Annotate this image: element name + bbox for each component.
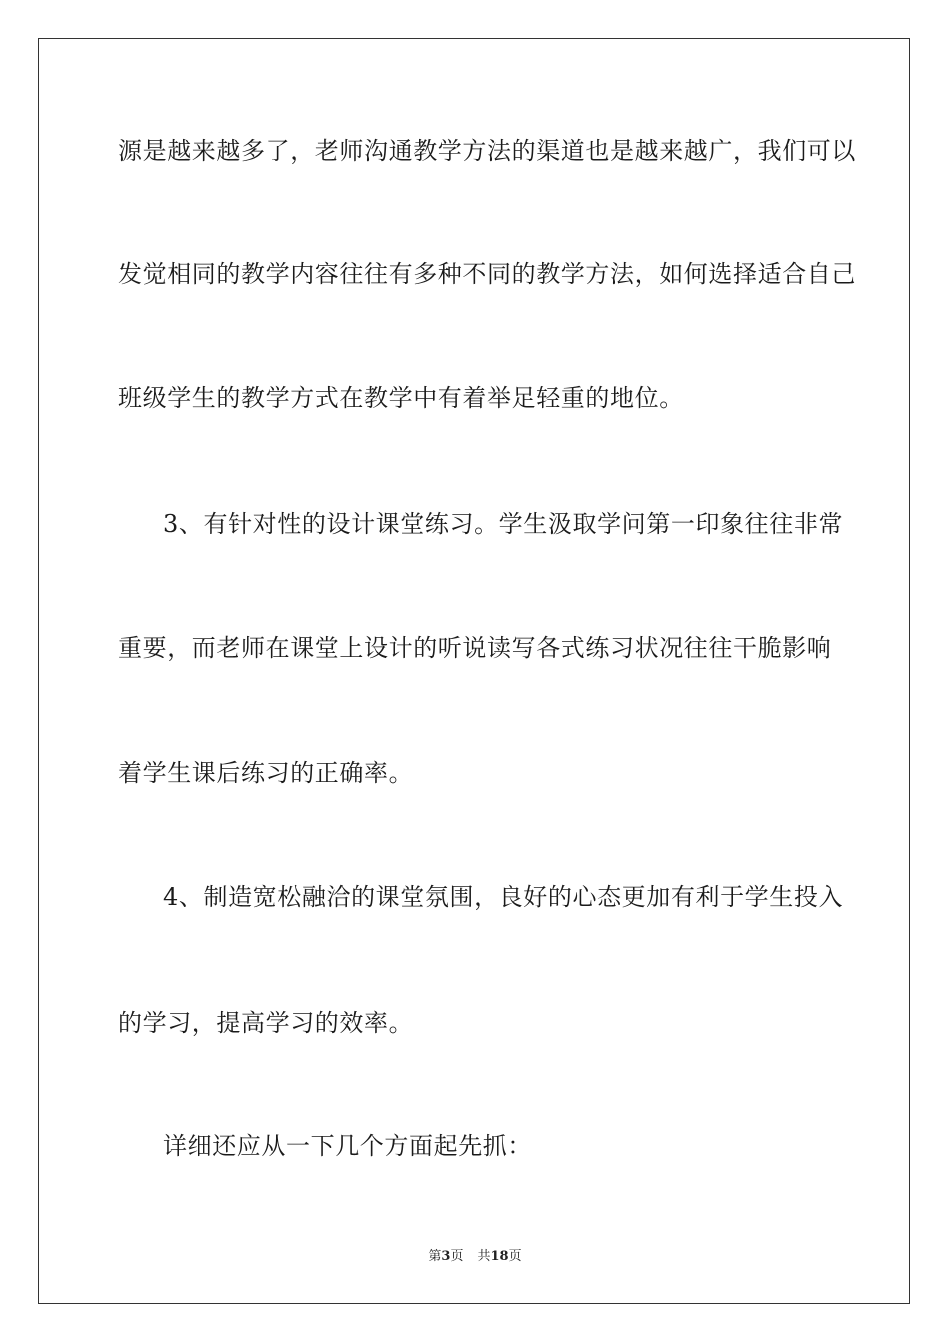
page-footer [0,1248,950,1266]
paragraph-item-4: 4、制造宽松融洽的课堂氛围，良好的心态更加有利于学生投入 [163,883,844,911]
body-text-line: 源是越来越多了，老师沟通教学方法的渠道也是越来越广，我们可以 [118,137,856,165]
page-label-suffix: 页 [450,1249,464,1264]
paragraph-intro: 详细还应从一下几个方面起先抓： [163,1132,532,1160]
body-text-line: 着学生课后练习的正确率。 [118,759,414,787]
total-label-prefix: 共 [477,1249,491,1264]
body-text-line: 的学习，提高学习的效率。 [118,1009,414,1037]
body-text-line: 重要，而老师在课堂上设计的听说读写各式练习状况往往干脆影响 [118,634,832,662]
page-number: 3 [441,1249,451,1264]
page-border [38,38,910,1304]
body-text-line: 发觉相同的教学内容往往有多种不同的教学方法，如何选择适合自己 [118,260,856,288]
total-label-suffix: 页 [508,1249,522,1264]
page-label-prefix: 第 [428,1249,442,1264]
body-text-line: 班级学生的教学方式在教学中有着举足轻重的地位。 [118,384,684,412]
total-pages: 18 [490,1249,509,1264]
paragraph-item-3: 3、有针对性的设计课堂练习。学生汲取学问第一印象往往非常 [163,510,844,538]
